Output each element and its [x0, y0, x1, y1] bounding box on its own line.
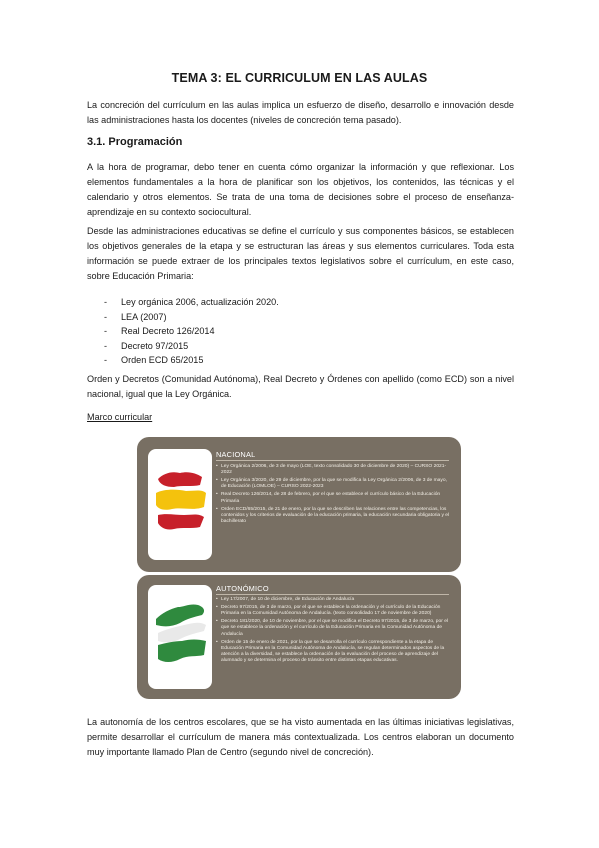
andalucia-flag-map-icon	[148, 585, 212, 689]
divider	[216, 460, 449, 461]
list-item: • Real Decreto 126/2014, de 28 de febrero, por el que se establece el currículo básico de la Educación Primaria	[216, 492, 451, 505]
autonomico-heading: AUTONÓMICO	[216, 584, 269, 593]
list-item: • Decreto 181/2020, de 10 de noviembre, por el que se modifica el Decreto 97/2015, de 3 de marzo, por el que se establece la ordenación y el currículo de la Educación Primaria en la Comunidad Autónoma de Andalucía	[216, 619, 451, 638]
list-item: - Ley orgánica 2006, actualización 2020.	[104, 295, 279, 310]
nacional-list	[216, 464, 451, 527]
nacional-heading: NACIONAL	[216, 450, 256, 459]
paragraph-programacion: A la hora de programar, debo tener en cuenta cómo organizar la información y que reflexionar. Los elementos fundamentales a la hora de planificar son los objetivos, los contenidos, las técnicas y el calendario y otros elementos. Se trata de una toma de decisiones sobre el proceso de enseñanza-aprendizaje en su contexto sociocultural.	[87, 162, 514, 217]
list-item: - Real Decreto 126/2014	[104, 324, 279, 339]
autonomico-panel	[137, 575, 461, 699]
spain-flag-map-icon	[148, 449, 212, 560]
divider	[216, 594, 449, 595]
list-item: • Decreto 97/2015, de 3 de marzo, por el que se establece la ordenación y el currículo de la Educación Primaria en la Comunidad Autónoma de Andalucía. (texto consolidado 17 de noviembre de 2020)	[216, 605, 451, 618]
list-item: - LEA (2007)	[104, 310, 279, 325]
paragraph-ordenes: Orden y Decretos (Comunidad Autónoma), Real Decreto y Órdenes con apellido (como ECD) son a nivel nacional, igual que la Ley Orgánica.	[87, 374, 514, 399]
list-item: • Ley Orgánica 2/2006, de 3 de mayo (LOE, texto consolidado 30 de diciembre de 2020) – CURSO 2021-2022	[216, 464, 451, 477]
list-item: • Orden de 15 de enero de 2021, por la que se desarrolla el currículo correspondiente a la etapa de Educación Primaria en la Comunidad Autónoma de Andalucía, se regulan determinados aspectos de la atención a la diversidad, se establece la ordenación de la evaluación del proceso de aprendizaje del alumnado y se determina el proceso de tránsito entre distintas etapas educativas.	[216, 640, 451, 665]
paragraph-autonomia: La autonomía de los centros escolares, que se ha visto aumentada en las últimas iniciativas legislativas, permite desarrollar el currículum de manera más contextualizada. Los centros elaboran un documento muy importante llamado Plan de Centro (segundo nivel de concreción).	[87, 717, 514, 757]
intro-paragraph: La concreción del currículum en las aulas implica un esfuerzo de diseño, desarrollo e innovación desde las administraciones hasta los docentes (niveles de concreción tema pasado).	[87, 100, 514, 125]
section-heading: 3.1. Programación	[87, 136, 183, 148]
autonomico-list	[216, 597, 451, 666]
nacional-panel	[137, 437, 461, 572]
list-item: • Orden ECD/65/2015, de 21 de enero, por la que se describen las relaciones entre las competencias, los contenidos y los criterios de evaluación de la educación primaria, la educación secundaria obligatoria y el bachillerato	[216, 507, 451, 526]
page-title: TEMA 3: EL CURRICULUM EN LAS AULAS	[171, 71, 428, 85]
marco-curricular-label: Marco curricular	[87, 412, 153, 422]
laws-list	[104, 295, 279, 368]
list-item: - Orden ECD 65/2015	[104, 353, 279, 368]
paragraph-administraciones: Desde las administraciones educativas se define el currículo y sus componentes básicos, se establecen los objetivos generales de la etapa y se estructuran las áreas y sus elementos curriculares. Toda esta información se puede extraer de los principales textos legislativos sobre el currículum, en este caso, sobre Educación Primaria:	[87, 226, 514, 281]
list-item: • Ley Orgánica 3/2020, de 29 de diciembre, por la que se modifica la Ley Orgánica 2/2006, de 3 de mayo, de Educación (LOMLOE) – CURSO 2022-2023	[216, 478, 451, 491]
list-item: • Ley 17/2007, de 10 de diciembre, de Educación de Andalucía	[216, 597, 451, 603]
list-item: - Decreto 97/2015	[104, 339, 279, 354]
